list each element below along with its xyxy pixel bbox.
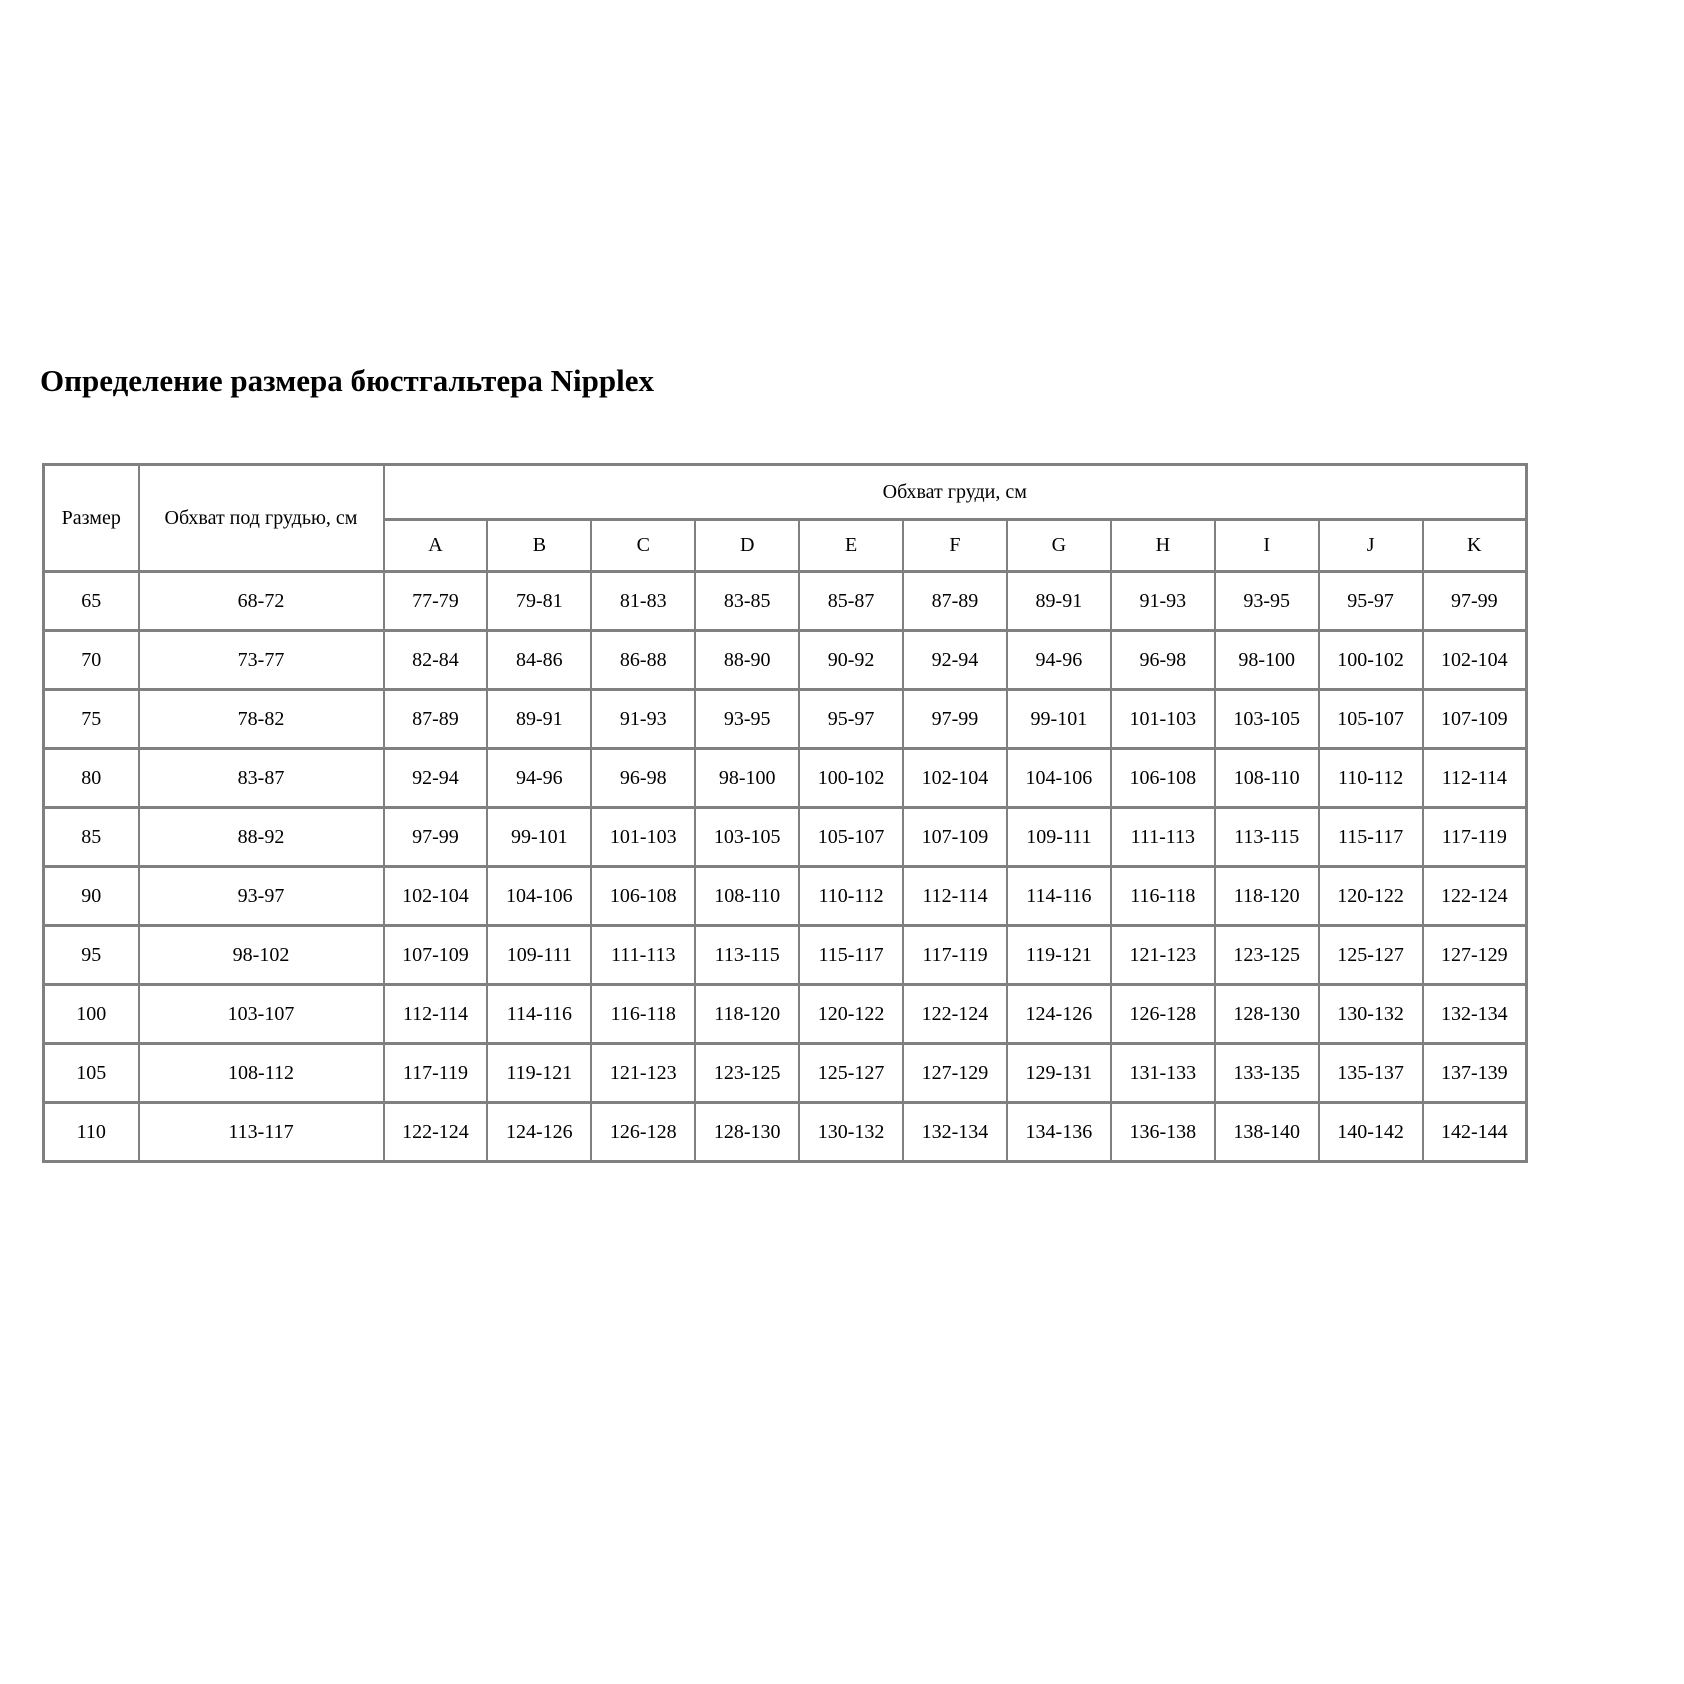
underbust-column-header: Обхват под грудью, см	[139, 465, 384, 572]
bust-range-cell: 102-104	[1423, 631, 1527, 690]
bust-range-cell: 128-130	[695, 1103, 799, 1162]
bust-range-cell: 121-123	[1111, 926, 1215, 985]
underbust-cell: 68-72	[139, 572, 384, 631]
underbust-cell: 98-102	[139, 926, 384, 985]
bust-range-cell: 129-131	[1007, 1044, 1111, 1103]
bust-range-cell: 85-87	[799, 572, 903, 631]
size-cell: 70	[44, 631, 139, 690]
bust-range-cell: 115-117	[799, 926, 903, 985]
bust-range-cell: 86-88	[591, 631, 695, 690]
bust-range-cell: 103-105	[695, 808, 799, 867]
bust-range-cell: 97-99	[384, 808, 488, 867]
table-row	[44, 985, 1527, 1044]
bust-range-cell: 123-125	[1215, 926, 1319, 985]
bust-range-cell: 114-116	[487, 985, 591, 1044]
bust-range-cell: 84-86	[487, 631, 591, 690]
bust-range-cell: 110-112	[799, 867, 903, 926]
size-cell: 75	[44, 690, 139, 749]
bust-range-cell: 118-120	[1215, 867, 1319, 926]
cup-column-header: D	[695, 520, 799, 572]
bust-range-cell: 140-142	[1319, 1103, 1423, 1162]
bust-range-cell: 115-117	[1319, 808, 1423, 867]
underbust-cell: 78-82	[139, 690, 384, 749]
bust-range-cell: 100-102	[1319, 631, 1423, 690]
bust-range-cell: 112-114	[1423, 749, 1527, 808]
bust-range-cell: 127-129	[1423, 926, 1527, 985]
bust-range-cell: 116-118	[1111, 867, 1215, 926]
bust-range-cell: 131-133	[1111, 1044, 1215, 1103]
bust-range-cell: 126-128	[1111, 985, 1215, 1044]
size-cell: 80	[44, 749, 139, 808]
bust-range-cell: 79-81	[487, 572, 591, 631]
underbust-cell: 73-77	[139, 631, 384, 690]
bust-range-cell: 113-115	[695, 926, 799, 985]
bust-range-cell: 109-111	[1007, 808, 1111, 867]
cup-column-header: H	[1111, 520, 1215, 572]
bust-range-cell: 120-122	[1319, 867, 1423, 926]
bust-range-cell: 120-122	[799, 985, 903, 1044]
bust-range-cell: 130-132	[799, 1103, 903, 1162]
bust-range-cell: 125-127	[799, 1044, 903, 1103]
bust-range-cell: 119-121	[1007, 926, 1111, 985]
bust-range-cell: 117-119	[903, 926, 1007, 985]
bust-range-cell: 95-97	[1319, 572, 1423, 631]
table-row	[44, 1044, 1527, 1103]
bust-range-cell: 102-104	[903, 749, 1007, 808]
cup-column-header: F	[903, 520, 1007, 572]
bust-range-cell: 112-114	[903, 867, 1007, 926]
table-header	[44, 465, 1527, 572]
bust-range-cell: 124-126	[1007, 985, 1111, 1044]
bust-range-cell: 133-135	[1215, 1044, 1319, 1103]
bust-range-cell: 123-125	[695, 1044, 799, 1103]
bust-range-cell: 94-96	[487, 749, 591, 808]
page-title: Определение размера бюстгальтера Nipplex	[40, 363, 654, 398]
bust-range-cell: 101-103	[1111, 690, 1215, 749]
bust-range-cell: 126-128	[591, 1103, 695, 1162]
bust-range-cell: 127-129	[903, 1044, 1007, 1103]
bust-range-cell: 97-99	[1423, 572, 1527, 631]
bust-range-cell: 107-109	[1423, 690, 1527, 749]
bust-range-cell: 101-103	[591, 808, 695, 867]
bust-range-cell: 99-101	[1007, 690, 1111, 749]
bust-range-cell: 134-136	[1007, 1103, 1111, 1162]
underbust-cell: 88-92	[139, 808, 384, 867]
bust-range-cell: 77-79	[384, 572, 488, 631]
bust-range-cell: 82-84	[384, 631, 488, 690]
size-cell: 95	[44, 926, 139, 985]
underbust-cell: 83-87	[139, 749, 384, 808]
underbust-cell: 113-117	[139, 1103, 384, 1162]
bust-range-cell: 122-124	[1423, 867, 1527, 926]
cup-column-header: A	[384, 520, 488, 572]
bust-range-cell: 117-119	[1423, 808, 1527, 867]
bust-range-cell: 93-95	[695, 690, 799, 749]
bust-range-cell: 117-119	[384, 1044, 488, 1103]
bust-range-cell: 108-110	[695, 867, 799, 926]
bust-range-cell: 122-124	[903, 985, 1007, 1044]
bust-range-cell: 103-105	[1215, 690, 1319, 749]
bust-range-cell: 136-138	[1111, 1103, 1215, 1162]
bust-range-cell: 112-114	[384, 985, 488, 1044]
bust-range-cell: 130-132	[1319, 985, 1423, 1044]
size-cell: 105	[44, 1044, 139, 1103]
bust-range-cell: 90-92	[799, 631, 903, 690]
bust-range-cell: 119-121	[487, 1044, 591, 1103]
bust-range-cell: 116-118	[591, 985, 695, 1044]
bust-range-cell: 98-100	[695, 749, 799, 808]
underbust-cell: 93-97	[139, 867, 384, 926]
bust-range-cell: 81-83	[591, 572, 695, 631]
bust-range-cell: 96-98	[591, 749, 695, 808]
bust-range-cell: 135-137	[1319, 1044, 1423, 1103]
underbust-cell: 108-112	[139, 1044, 384, 1103]
bust-range-cell: 105-107	[1319, 690, 1423, 749]
bust-range-cell: 107-109	[384, 926, 488, 985]
bust-range-cell: 98-100	[1215, 631, 1319, 690]
size-cell: 65	[44, 572, 139, 631]
size-cell: 90	[44, 867, 139, 926]
bust-range-cell: 106-108	[1111, 749, 1215, 808]
bust-range-cell: 110-112	[1319, 749, 1423, 808]
bust-range-cell: 118-120	[695, 985, 799, 1044]
table-row	[44, 690, 1527, 749]
cup-column-header: B	[487, 520, 591, 572]
bust-range-cell: 124-126	[487, 1103, 591, 1162]
table-row	[44, 867, 1527, 926]
bust-range-cell: 122-124	[384, 1103, 488, 1162]
bust-range-cell: 105-107	[799, 808, 903, 867]
bust-range-cell: 125-127	[1319, 926, 1423, 985]
bust-range-cell: 94-96	[1007, 631, 1111, 690]
bust-range-cell: 104-106	[487, 867, 591, 926]
bust-range-cell: 87-89	[903, 572, 1007, 631]
bust-range-cell: 87-89	[384, 690, 488, 749]
size-column-header: Размер	[44, 465, 139, 572]
bust-range-cell: 89-91	[487, 690, 591, 749]
bust-range-cell: 93-95	[1215, 572, 1319, 631]
bust-range-cell: 128-130	[1215, 985, 1319, 1044]
size-cell: 85	[44, 808, 139, 867]
bust-range-cell: 113-115	[1215, 808, 1319, 867]
bust-range-cell: 111-113	[1111, 808, 1215, 867]
bust-range-cell: 83-85	[695, 572, 799, 631]
bust-range-cell: 132-134	[1423, 985, 1527, 1044]
cup-column-header: C	[591, 520, 695, 572]
bust-range-cell: 96-98	[1111, 631, 1215, 690]
table-row	[44, 1103, 1527, 1162]
bust-range-cell: 137-139	[1423, 1044, 1527, 1103]
bust-range-cell: 111-113	[591, 926, 695, 985]
bust-range-cell: 107-109	[903, 808, 1007, 867]
size-cell: 100	[44, 985, 139, 1044]
bust-range-cell: 97-99	[903, 690, 1007, 749]
bust-range-cell: 89-91	[1007, 572, 1111, 631]
cup-column-header: I	[1215, 520, 1319, 572]
table-row	[44, 926, 1527, 985]
bust-range-cell: 104-106	[1007, 749, 1111, 808]
cup-column-header: J	[1319, 520, 1423, 572]
bust-range-cell: 142-144	[1423, 1103, 1527, 1162]
table-row	[44, 631, 1527, 690]
bust-range-cell: 138-140	[1215, 1103, 1319, 1162]
bust-range-cell: 114-116	[1007, 867, 1111, 926]
underbust-cell: 103-107	[139, 985, 384, 1044]
bust-group-header: Обхват груди, см	[384, 465, 1527, 520]
bra-size-table	[42, 463, 1528, 1163]
size-table-body	[44, 572, 1527, 1162]
bust-range-cell: 99-101	[487, 808, 591, 867]
size-cell: 110	[44, 1103, 139, 1162]
bust-range-cell: 106-108	[591, 867, 695, 926]
bust-range-cell: 91-93	[591, 690, 695, 749]
bust-range-cell: 100-102	[799, 749, 903, 808]
header-group-row	[44, 465, 1527, 520]
bust-range-cell: 108-110	[1215, 749, 1319, 808]
bust-range-cell: 102-104	[384, 867, 488, 926]
bust-range-cell: 92-94	[903, 631, 1007, 690]
bust-range-cell: 88-90	[695, 631, 799, 690]
table-row	[44, 749, 1527, 808]
table-row	[44, 808, 1527, 867]
table-row	[44, 572, 1527, 631]
bust-range-cell: 91-93	[1111, 572, 1215, 631]
bust-range-cell: 132-134	[903, 1103, 1007, 1162]
bust-range-cell: 95-97	[799, 690, 903, 749]
bust-range-cell: 109-111	[487, 926, 591, 985]
cup-column-header: K	[1423, 520, 1527, 572]
cup-column-header: E	[799, 520, 903, 572]
bust-range-cell: 121-123	[591, 1044, 695, 1103]
bust-range-cell: 92-94	[384, 749, 488, 808]
cup-column-header: G	[1007, 520, 1111, 572]
